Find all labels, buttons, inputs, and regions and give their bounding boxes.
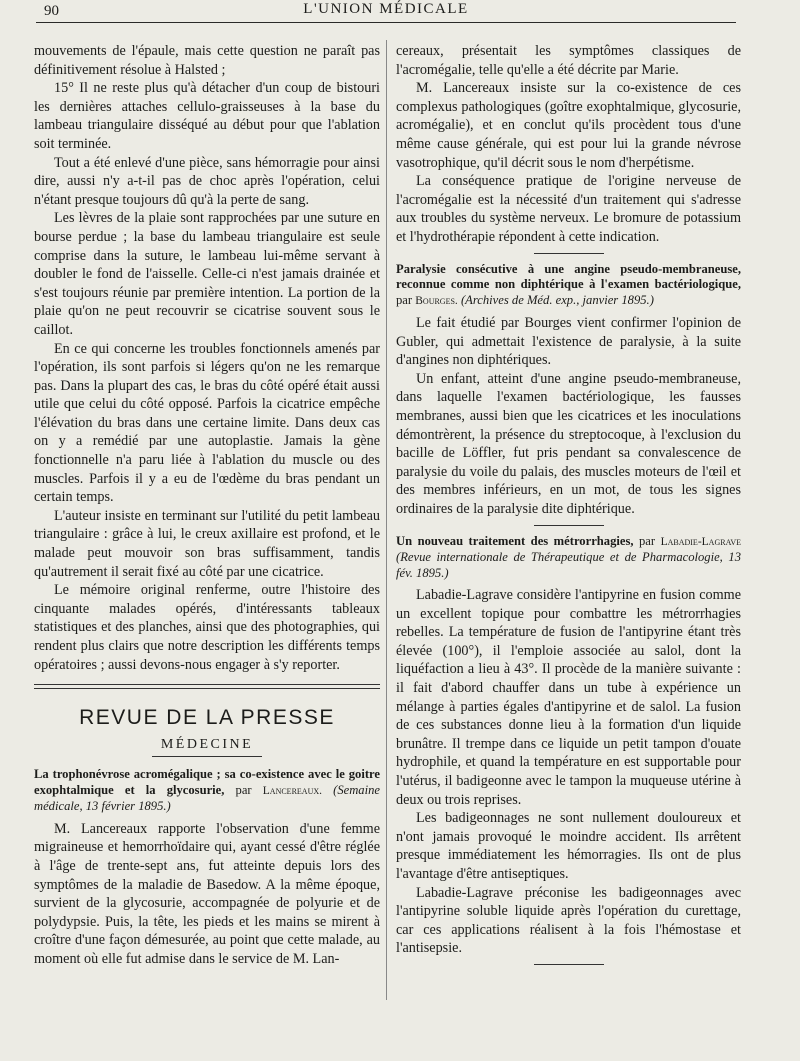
article-heading	[396, 262, 741, 310]
paragraph: Le mémoire original renferme, outre l'histoire des cinquante malades opérés, d'intéressants tableaux statistiques et des planches, ainsi que des photographies, qui rendent plus clairs que notre description les différents temps opératoires ; aussi devons-nous engager à s'y reporter.	[34, 582, 380, 673]
paragraph: Labadie-Lagrave considère l'antipyrine en fusion comme un excellent topique pour combattre les métrorrhagies rebelles. La température de fusion de l'antipyrine étant très élevée (100°), il l'emploie associée au salol, dont la liquéfaction a lieu à 43°. Il procède de la manière suivante : il fait d'abord chauffer dans un tube à expérience un mélange à parties égales d'antipyrine et de salol. La fusion de ces substances donne lieu à la formation d'un liquide brunâtre. Il trempe dans ce liquide un petit tampon d'ouate hydrophile, et quand la température en est supportable pour l'utérus, il badigeonne avec le tampon la muqueuse utérine à deux ou trois reprises.	[396, 587, 741, 808]
right-column	[396, 42, 741, 973]
paragraph: Les badigeonnages ne sont nullement douloureux et n'ont jamais provoqué le moindre accident. Ils arrêtent presque immédiatement les hémorragies. Ils ont de plus l'avantage d'être antiseptiques.	[396, 810, 741, 882]
section-title: REVUE DE LA PRESSE	[79, 706, 335, 730]
page-number: 90	[44, 3, 59, 19]
paragraph: Labadie-Lagrave préconise les badigeonnages avec l'antipyrine soluble liquide après l'opération du curettage, car ces applications réalisent à la fois l'hémostase et l'antisepsie.	[396, 884, 741, 957]
article-source: (Archives de Méd. exp., janvier 1895.)	[460, 292, 654, 307]
article-by: par	[235, 782, 252, 797]
paragraph: Tout a été enlevé d'une pièce, sans hémorragie pour ainsi dire, aussi n'y a-t-il pas de choc après l'opération, celui n'étant presque toujours dû qu'à la perte de sang.	[34, 154, 380, 208]
paragraph: M. Lancereaux rapporte l'observation d'une femme migraineuse et hemorrhoïdaire qui, ayant cessé d'être réglée à l'âge de trente-sept ans, fut atteinte depuis lors des symptômes de la maladie de Basedow. A la même époque, survient de la glycosurie, accompagnée de polyurie et de polydypsie. Puis, la tête, les pieds et les mains se mirent à croître d'une façon démesurée, au point que cette malade, au moment où elle fut admise dans le service de M. Lan-	[34, 820, 380, 968]
article-author: Lancereaux.	[262, 784, 322, 797]
left-column	[34, 42, 380, 969]
subtitle-rule	[152, 756, 262, 757]
paragraph: M. Lancereaux insiste sur la co-existence de ces complexus pathologiques (goître exophtalmique, glycosurie, acromégalie), et en conclut qu'ils procèdent tous d'une même cause générale, qui est pour lui la grande névrose vasotrophique, qu'il décrit sous le nom d'herpétisme.	[396, 80, 741, 171]
article-title: La trophonévrose acromégalique ; sa co-existence avec le goitre exophtalmique et la glycosurie,	[34, 767, 380, 797]
article-separator	[534, 525, 604, 526]
article-by: par	[639, 533, 656, 548]
article-by: par	[396, 292, 413, 307]
paragraph: 15° Il ne reste plus qu'à détacher d'un coup de bistouri les dernières attaches cellulo-graisseuses à la base du lambeau triangulaire disséqué au début pour que l'ablation soit terminée.	[34, 80, 380, 152]
article-author: Labadie-Lagrave	[660, 535, 741, 548]
paragraph: La conséquence pratique de l'origine nerveuse de l'acromégalie est la nécessité d'un traitement qui s'adresse aux troubles du système nerveux. Le bromure de potassium et l'hydrothérapie répondent à cette indication.	[396, 173, 741, 245]
paragraph: Le fait étudié par Bourges vient confirmer l'opinion de Gubler, qui admettait l'existence de paralysie, à la suite d'angines non diphtériques.	[396, 315, 741, 369]
article-title: Paralysie consécutive à une angine pseudo-membraneuse, reconnue comme non diphtérique à l'examen bactériologique,	[396, 261, 741, 292]
running-title: L'UNION MÉDICALE	[303, 1, 469, 17]
paragraph: En ce qui concerne les troubles fonctionnels amenés par l'opération, ils sont parfois si légers qu'on ne les remarque pas. Dans la plupart des cas, le bras du côté opéré était aussi utile que celui du côté opposé. Parfois la cicatrice empêche l'élévation du bras dans une certaine limite. Dans deux cas on y a remédié par une autoplastie. Jamais la gène fonctionnelle n'a paru liée à l'ablation du muscle ou des muscles. Parfois il y a eu de l'œdème du bras pendant un certain temps.	[34, 340, 380, 506]
article-separator	[534, 964, 604, 965]
column-divider	[386, 40, 387, 1000]
paragraph: L'auteur insiste en terminant sur l'utilité du petit lambeau triangulaire : grâce à lui, le creux axillaire est profond, et le malade peut mouvoir son bras suffisamment, tandis qu'autrement il serait fixé au côté par une cicatrice.	[34, 507, 380, 580]
paragraph: Les lèvres de la plaie sont rapprochées par une suture en bourse perdue ; la base du lambeau triangulaire est seule comprise dans la suture, le lambeau lui-même servant à doubler le fond de l'aisselle. Celle-ci n'est jamais drainée et s'est toujours réunie par première intention. La portion de la plaie qu'on ne peut recouvrir se cicatrise souvent sous le caillot.	[34, 210, 380, 338]
article-source: (Revue internationale de Thérapeutique et de Pharmacologie, 13 fév. 1895.)	[396, 550, 741, 580]
article-title: Un nouveau traitement des métrorrhagies,	[396, 533, 634, 548]
article-source: (Semaine médicale, 13 février 1895.)	[34, 782, 380, 814]
article-author: Bourges.	[415, 294, 458, 307]
article-heading	[34, 767, 380, 815]
section-subtitle: MÉDECINE	[160, 736, 254, 752]
article-heading	[396, 534, 741, 582]
paragraph: mouvements de l'épaule, mais cette question ne paraît pas définitivement résolue à Halsted ;	[34, 43, 380, 78]
paragraph: Un enfant, atteint d'une angine pseudo-membraneuse, dans laquelle l'examen bactériologique, les fausses membranes, aussi bien que les cicatrices et les inoculations démontrèrent, la présence du streptocoque, à l'exclusion du bacille de Löffler, fut pris pendant sa convalescence de paralysie du voile du palais, des muscles moteurs de l'œil et des membres inférieurs, en un mot, de tous les signes ordinaires de la paralysie dite diphtérique.	[396, 370, 741, 517]
page-header	[36, 0, 736, 23]
paragraph: cereaux, présentait les symptômes classiques de l'acromégalie, telle qu'elle a été décrite par Marie.	[396, 43, 741, 78]
section-rule	[34, 684, 380, 689]
article-separator	[534, 253, 604, 254]
